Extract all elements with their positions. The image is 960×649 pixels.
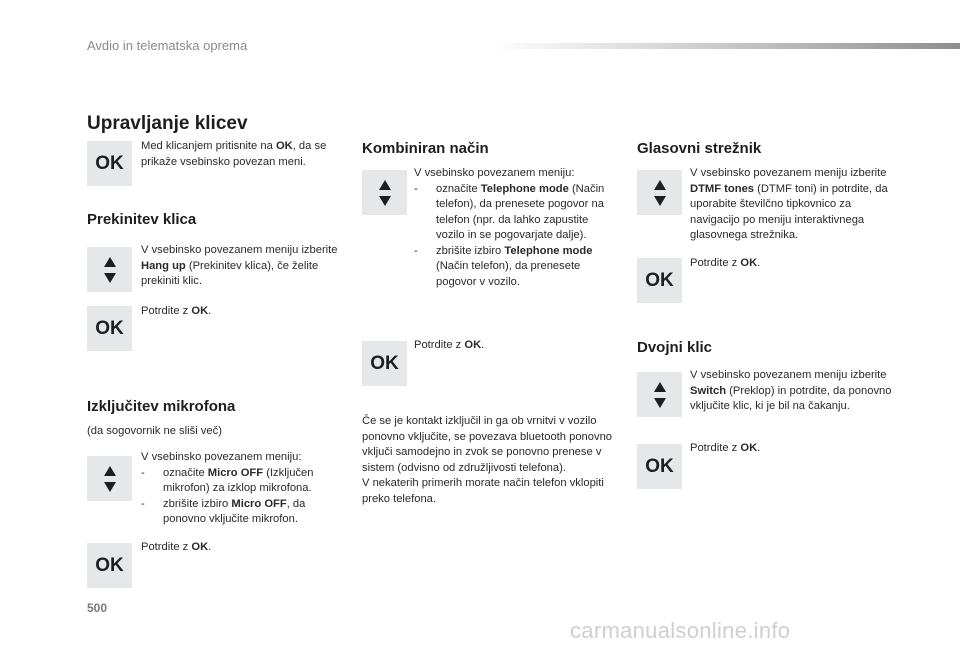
list-item: - zbrišite izbiro Telephone mode (Način telefon), da prenesete pogovor v vozilo.	[414, 244, 593, 288]
intro-text: Med klicanjem pritisnite na OK, da se prikaže vsebinsko povezan meni.	[141, 140, 327, 168]
triangle-down-icon	[104, 273, 116, 283]
list-item: - označite Micro OFF (Izključen mikrofon) za izklop mikrofona.	[141, 466, 314, 494]
double-call-confirm: Potrdite z OK.	[690, 442, 761, 454]
mute-instructions	[141, 450, 346, 528]
ok-button-icon: OK	[637, 444, 682, 489]
up-down-arrows-icon	[87, 247, 132, 292]
subsection-title-double-call: Dvojni klic	[637, 339, 713, 356]
ok-button-icon: OK	[362, 341, 407, 386]
header-gradient-bar	[490, 43, 960, 49]
double-call-description: V vsebinsko povezanem meniju izberite Switch (Preklop) in potrdite, da ponovno vključite klic, ki je bil na čakanju.	[690, 369, 892, 412]
ok-button-icon: OK	[637, 258, 682, 303]
watermark: carmanualsonline.info	[570, 618, 791, 643]
up-down-arrows-icon	[87, 456, 132, 501]
triangle-down-icon	[654, 398, 666, 408]
combined-notes	[362, 414, 617, 507]
combined-note-phone: V nekaterih primerih morate način telefon vklopiti preko telefona.	[362, 477, 604, 505]
up-down-arrows-icon	[362, 170, 407, 215]
triangle-up-icon	[104, 257, 116, 267]
triangle-up-icon	[654, 180, 666, 190]
subsection-title-hangup: Prekinitev klica	[87, 211, 197, 228]
list-item: - zbrišite izbiro Micro OFF, da ponovno vključite mikrofon.	[141, 497, 306, 525]
voice-server-confirm: Potrdite z OK.	[690, 257, 761, 269]
subsection-title-mute: Izključitev mikrofona	[87, 398, 236, 415]
subsection-title-voice-server: Glasovni strežnik	[637, 140, 762, 157]
ok-button-icon: OK	[87, 306, 132, 351]
subsection-title-combined-mode: Kombiniran način	[362, 140, 489, 157]
ok-button-icon: OK	[87, 543, 132, 588]
list-item: - označite Telephone mode (Način telefon), da prenesete pogovor na telefon (npr. da lahko zapustite vozilo in se pogovarjate dalje).	[414, 182, 605, 241]
mute-intro: V vsebinsko povezanem meniju:	[141, 451, 302, 463]
running-header: Avdio in telematska oprema	[87, 38, 248, 53]
triangle-down-icon	[654, 196, 666, 206]
triangle-up-icon	[654, 382, 666, 392]
triangle-up-icon	[379, 180, 391, 190]
triangle-up-icon	[104, 466, 116, 476]
combined-mode-instructions	[414, 166, 619, 290]
up-down-arrows-icon	[637, 372, 682, 417]
section-title-call-management: Upravljanje klicev	[87, 113, 248, 134]
combined-note-reconnect: Če se je kontakt izključil in ga ob vrnitvi v vozilo ponovno vključite, se povezava bluetooth ponovno vključi samodejno in zvok se ponovno prenese v sistem (odvisno od združljivosti telefona).	[362, 415, 613, 474]
combined-confirm: Potrdite z OK.	[414, 339, 485, 351]
combined-intro: V vsebinsko povezanem meniju:	[414, 167, 575, 179]
hangup-confirm: Potrdite z OK.	[141, 305, 212, 317]
mute-note: (da sogovornik ne sliši več)	[87, 425, 222, 437]
mute-confirm: Potrdite z OK.	[141, 541, 212, 553]
page-number: 500	[87, 601, 108, 615]
ok-button-icon: OK	[87, 141, 132, 186]
triangle-down-icon	[104, 482, 116, 492]
voice-server-description: V vsebinsko povezanem meniju izberite DTMF tones (DTMF toni) in potrdite, da uporabite številčno tipkovnico za navigacijo po meniju interaktivnega glasovnega strežnika.	[690, 167, 888, 241]
triangle-down-icon	[379, 196, 391, 206]
up-down-arrows-icon	[637, 170, 682, 215]
hangup-description: V vsebinsko povezanem meniju izberite Hang up (Prekinitev klica), če želite prekiniti klic.	[141, 244, 338, 287]
